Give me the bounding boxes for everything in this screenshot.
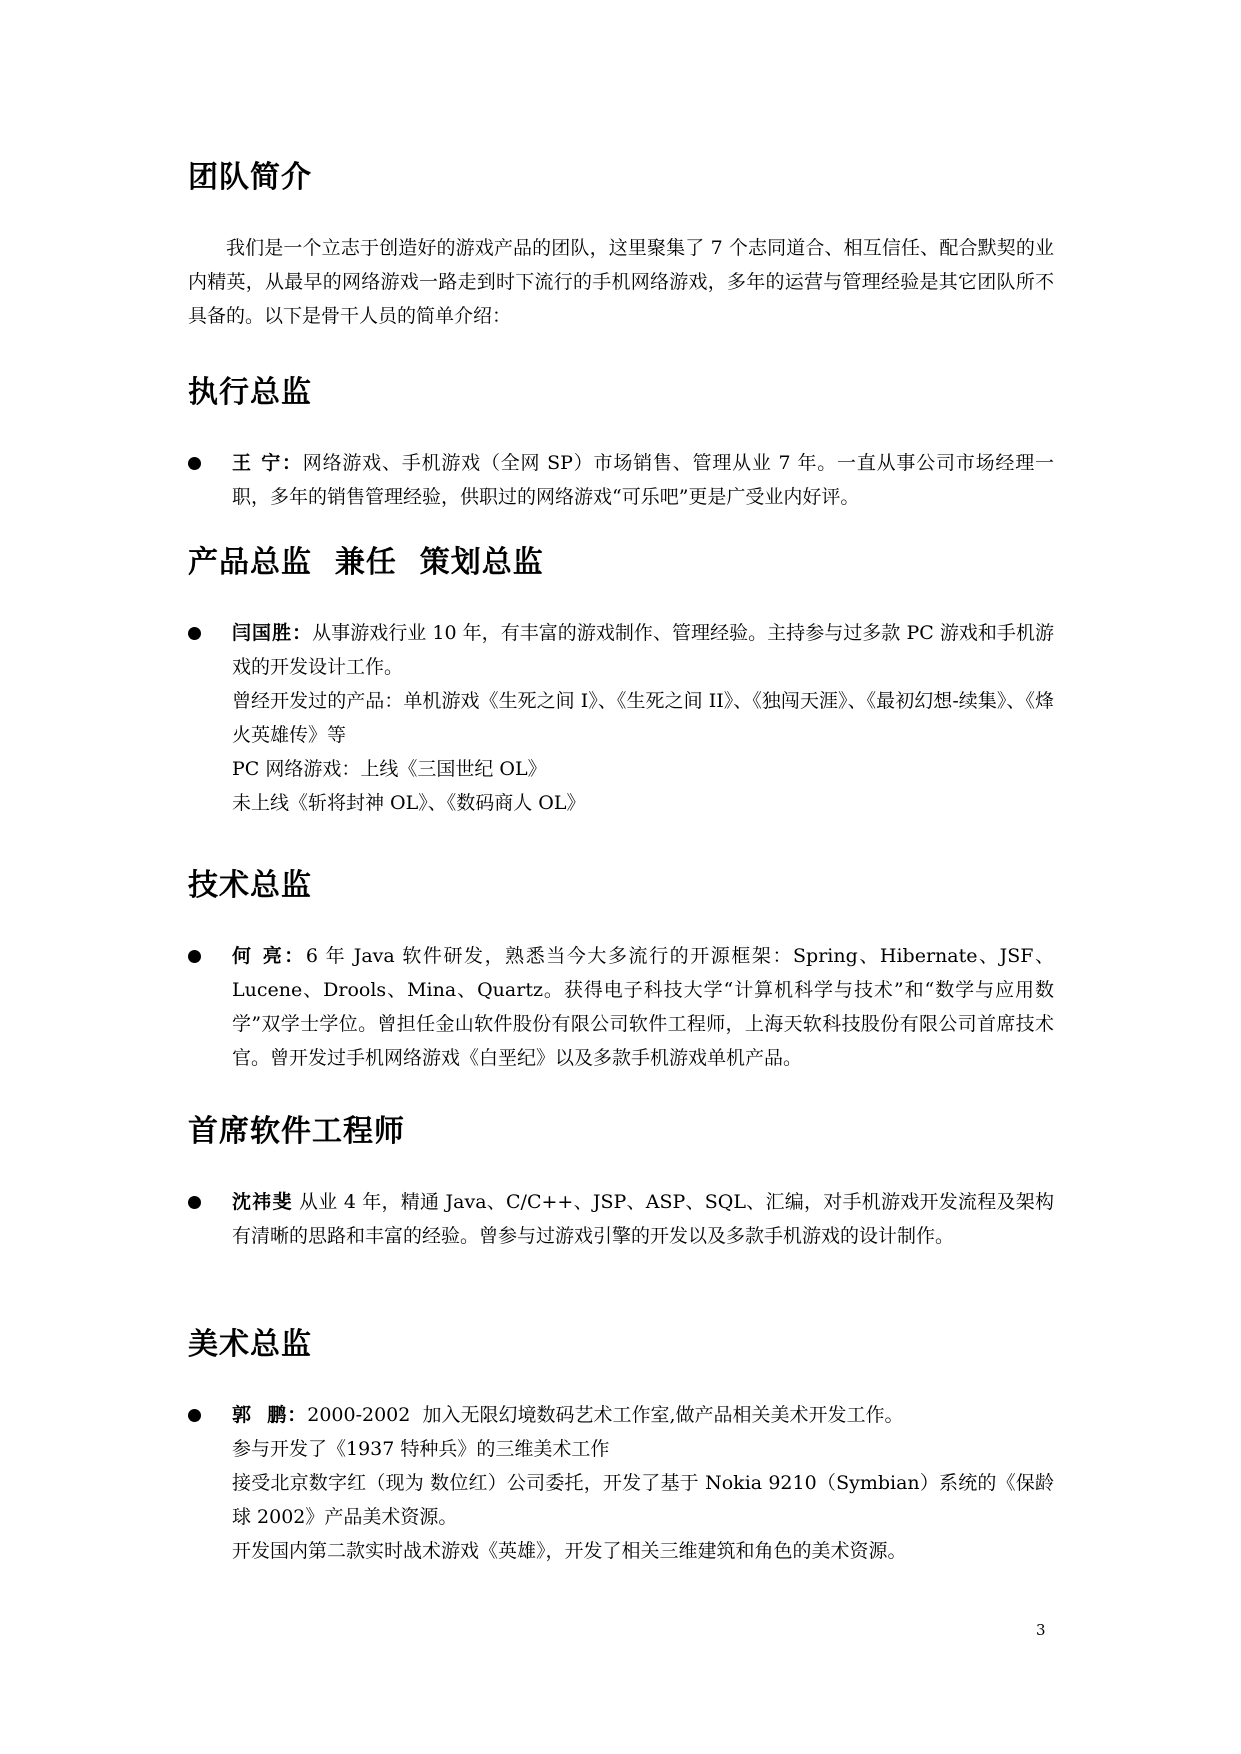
member-text: 网络游戏、手机游戏（全网 SP）市场销售、管理从业 7 年。一直从事公司市场经理一职，多年的销售管理经验，供职过的网络游戏“可乐吧”更是广受业内好评。 — [232, 452, 1054, 508]
bullet-icon — [188, 950, 201, 963]
member-paragraph: 曾经开发过的产品：单机游戏《生死之间 I》、《生死之间 II》、《独闯天涯》、《最初幻想-续集》、《烽火英雄传》等 — [232, 690, 1054, 746]
member-description — [232, 1185, 1054, 1253]
member-paragraph: 开发国内第二款实时战术游戏《英雄》，开发了相关三维建筑和角色的美术资源。 — [232, 1540, 907, 1562]
member-description — [232, 1398, 1054, 1568]
member-name: 郭 鹏： — [232, 1404, 308, 1426]
member-entry-wang-ning — [188, 446, 1054, 514]
member-text: 2000-2002 加入无限幻境数码艺术工作室,做产品相关美术开发工作。 — [307, 1404, 904, 1426]
member-paragraph: 未上线《斩将封神 OL》、《数码商人 OL》 — [232, 792, 586, 814]
section-heading-chief-software-engineer: 首席软件工程师 — [188, 1114, 405, 1149]
member-name: 何 亮： — [232, 945, 306, 967]
member-paragraph: PC 网络游戏：上线《三国世纪 OL》 — [232, 758, 547, 780]
member-description — [232, 446, 1054, 514]
member-entry-yan-guosheng — [188, 616, 1054, 820]
member-text: 从事游戏行业 10 年，有丰富的游戏制作、管理经验。主持参与过多款 PC 游戏和手机游戏的开发设计工作。 — [232, 622, 1054, 678]
member-paragraph: 参与开发了《1937 特种兵》的三维美术工作 — [232, 1438, 610, 1460]
member-text: 6 年 Java 软件研发，熟悉当今大多流行的开源框架：Spring、Hibernate、JSF、Lucene、Drools、Mina、Quartz。获得电子科技大学“计算机科学与技术”和“数学与应用数学”双学士学位。曾担任金山软件股份有限公司软件工程师，上海天软科技股份有限公司首席技术官。曾开发过手机网络游戏《白垩纪》以及多款手机游戏单机产品。 — [232, 945, 1054, 1069]
member-paragraph — [232, 1398, 1054, 1432]
team-intro-text: 我们是一个立志于创造好的游戏产品的团队，这里聚集了 7 个志同道合、相互信任、配合默契的业内精英，从最早的网络游戏一路走到时下流行的手机网络游戏，多年的运营与管理经验是其它团队所不具备的。以下是骨干人员的简单介绍： — [188, 237, 1054, 327]
section-heading-technical-director: 技术总监 — [188, 868, 312, 903]
bullet-icon — [188, 1196, 201, 1209]
bullet-icon — [188, 457, 201, 470]
section-heading-art-director: 美术总监 — [188, 1327, 312, 1362]
section-heading-product-director: 产品总监 兼任 策划总监 — [188, 545, 544, 580]
member-text: 从业 4 年，精通 Java、C/C++、JSP、ASP、SQL、汇编，对手机游戏开发流程及架构有清晰的思路和丰富的经验。曾参与过游戏引擎的开发以及多款手机游戏的设计制作。 — [232, 1191, 1054, 1247]
member-description — [232, 939, 1054, 1075]
bullet-icon — [188, 627, 201, 640]
member-paragraph: 接受北京数字红（现为 数位红）公司委托，开发了基于 Nokia 9210（Symbian）系统的《保龄球 2002》产品美术资源。 — [232, 1472, 1054, 1528]
member-entry-guo-peng — [188, 1398, 1054, 1568]
member-name: 沈祎斐 — [232, 1191, 293, 1213]
member-entry-he-liang — [188, 939, 1054, 1075]
member-paragraph — [232, 616, 1054, 684]
member-paragraph — [232, 939, 1054, 1075]
bullet-icon — [188, 1409, 201, 1422]
member-paragraph — [232, 1185, 1054, 1253]
page-number: 3 — [1036, 1621, 1046, 1639]
member-name: 闫国胜： — [232, 622, 313, 644]
team-intro-heading: 团队简介 — [188, 160, 312, 195]
member-paragraph — [232, 446, 1054, 514]
section-heading-executive-director: 执行总监 — [188, 375, 312, 410]
member-name: 王 宁： — [232, 452, 303, 474]
member-entry-shen-yifei — [188, 1185, 1054, 1253]
member-description — [232, 616, 1054, 820]
